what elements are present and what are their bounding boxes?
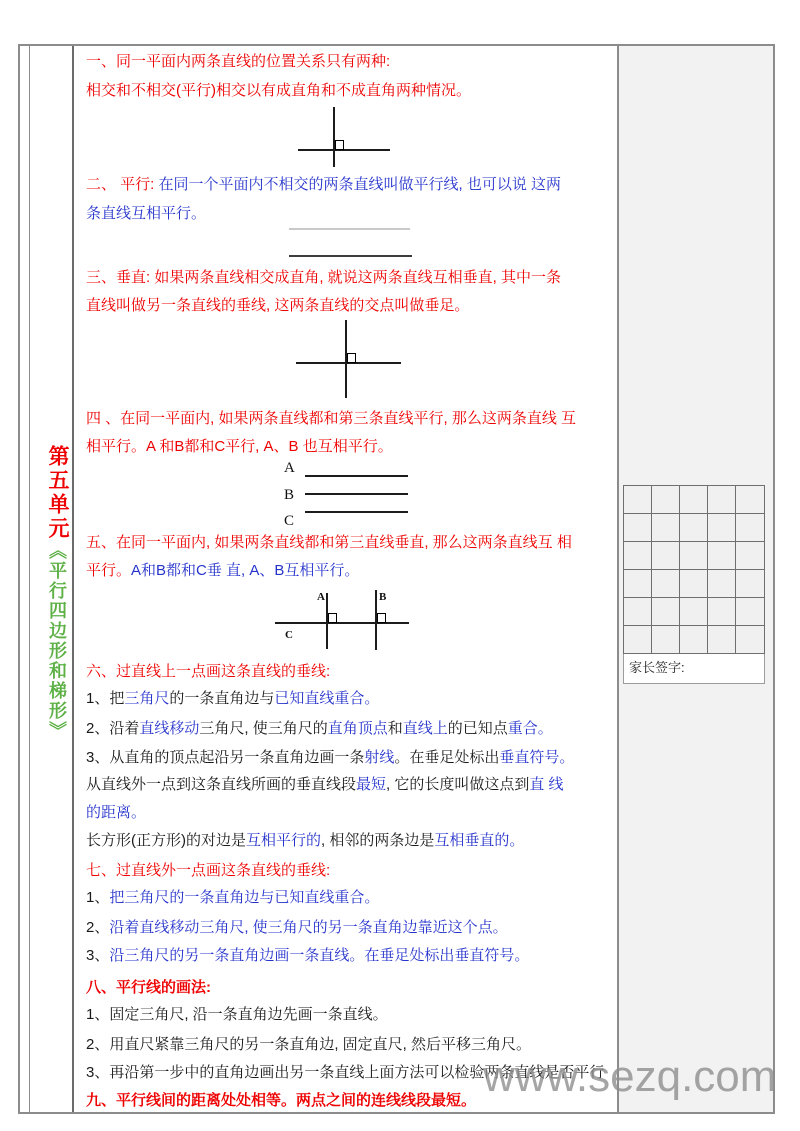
parallel-line-top [289, 228, 410, 230]
section-7-step-3: 3、沿三角尺的另一条直角边画一条直线。在垂足处标出垂直符号。 [86, 947, 530, 964]
section-8-step-2: 2、用直尺紧靠三角尺的另一条直角边, 固定直尺, 然后平移三角尺。 [86, 1036, 532, 1053]
notes-table [18, 44, 775, 1114]
two-perpendiculars-diagram [273, 585, 413, 657]
grid-cell [680, 542, 708, 570]
line-label-a: A [284, 460, 295, 476]
line-c [305, 511, 408, 513]
grid-cell [680, 570, 708, 598]
line-label-a: A [317, 591, 325, 603]
grid-cell [680, 626, 708, 654]
grid-cell [624, 486, 652, 514]
line-label-c: C [284, 513, 295, 529]
section-8-step-3: 3、再沿第一步中的直角边画出另一条直线上面方法可以检验两条直线是否平行 [86, 1064, 605, 1081]
grid-cell [680, 598, 708, 626]
line-a [305, 475, 408, 477]
section-3-line2: 直线叫做另一条直线的垂线, 这两条直线的交点叫做垂足。 [86, 297, 470, 314]
grid-cell [736, 542, 764, 570]
section-4-line2: 相平行。A 和B都和C平行, A、B 也互相平行。 [86, 438, 393, 455]
grid-cell [624, 598, 652, 626]
grid-cell [624, 570, 652, 598]
section-7-heading: 七、过直线外一点画这条直线的垂线: [86, 862, 331, 879]
grid-cell [652, 514, 680, 542]
unit-title-column [29, 445, 72, 741]
unit-title: 第五单元 [46, 445, 69, 541]
section-6-step-2: 2、沿着直线移动三角尺, 使三角尺的直角顶点和直线上的已知点重合。 [86, 720, 553, 737]
parallel-line-bottom [289, 255, 412, 257]
section-5-line2: 平行。A和B都和C垂 直, A、B互相平行。 [86, 562, 360, 579]
grid-cell [624, 542, 652, 570]
rectangle-note: 长方形(正方形)的对边是互相平行的, 相邻的两条边是互相垂直的。 [86, 832, 525, 849]
main-content [74, 46, 617, 1112]
distance-note-line1: 从直线外一点到这条直线所画的垂直线段最短, 它的长度叫做这点到直 线 [86, 776, 564, 793]
grid-cell [736, 626, 764, 654]
parent-signature-label: 家长签字: [623, 654, 765, 684]
line-label-b: B [284, 487, 295, 503]
grid-cell [736, 486, 764, 514]
grid-cell [708, 626, 736, 654]
grid-cell [708, 514, 736, 542]
grid-cell [652, 598, 680, 626]
grid-cell [624, 514, 652, 542]
section-6-heading: 六、过直线上一点画这条直线的垂线: [86, 663, 331, 680]
grid-cell [624, 626, 652, 654]
grid-cell [736, 514, 764, 542]
right-angle-mark [335, 140, 344, 150]
grid-cell [680, 486, 708, 514]
section-6-step-1: 1、把三角尺的一条直角边与已知直线重合。 [86, 690, 380, 707]
intersect-right-angle-diagram [288, 103, 398, 173]
vertical-line [333, 107, 335, 167]
grid-cell [736, 598, 764, 626]
grid-cell [652, 542, 680, 570]
section-8-heading: 八、平行线的画法: [86, 979, 211, 996]
grid-cell [708, 486, 736, 514]
section-1-heading: 一、同一平面内两条直线的位置关系只有两种: [86, 53, 391, 70]
line-b [305, 493, 408, 495]
section-9-heading: 九、平行线间的距离处处相等。两点之间的连线线段最短。 [86, 1092, 477, 1109]
grid-cell [736, 570, 764, 598]
section-1-body: 相交和不相交(平行)相交以有成直角和不成直角两种情况。 [86, 82, 471, 99]
grid-cell [708, 542, 736, 570]
watermark: www.sezq.com [483, 1052, 777, 1101]
three-parallel-lines-diagram [278, 458, 410, 536]
grid-cell [652, 570, 680, 598]
right-angle-mark [377, 613, 386, 623]
right-angle-mark [347, 353, 356, 363]
grid-cell [708, 570, 736, 598]
grid-cell [708, 598, 736, 626]
horizontal-line [298, 149, 390, 151]
line-label-b: B [379, 591, 387, 603]
section-4-line1: 四 、在同一平面内, 如果两条直线都和第三条直线平行, 那么这两条直线 互 [86, 410, 577, 427]
section-2-line1: 二、 平行: 在同一个平面内不相交的两条直线叫做平行线, 也可以说 这两 [86, 176, 562, 193]
unit-subtitle: 《平行四边形和梯形》 [47, 541, 67, 741]
section-8-step-1: 1、固定三角尺, 沿一条直角边先画一条直线。 [86, 1006, 388, 1023]
right-panel [619, 46, 773, 1112]
grid-cell [652, 626, 680, 654]
grid-cell [680, 514, 708, 542]
right-angle-mark [328, 613, 337, 623]
signature-grid [623, 485, 765, 654]
distance-note-line2: 的距离。 [86, 804, 147, 821]
section-2-line2: 条直线互相平行。 [86, 205, 207, 222]
perpendicular-diagram [288, 316, 406, 404]
line-label-c: C [285, 629, 293, 641]
parallel-lines-diagram [287, 225, 412, 265]
section-3-line1: 三、垂直: 如果两条直线相交成直角, 就说这两条直线互相垂直, 其中一条 [86, 269, 562, 286]
grid-cell [652, 486, 680, 514]
section-7-step-1: 1、把三角尺的一条直角边与已知直线重合。 [86, 889, 380, 906]
section-7-step-2: 2、沿着直线移动三角尺, 使三角尺的另一条直角边靠近这个点。 [86, 919, 508, 936]
section-5-line1: 五、在同一平面内, 如果两条直线都和第三直线垂直, 那么这两条直线互 相 [86, 534, 572, 551]
column-divider [617, 46, 619, 1112]
horizontal-line-c [275, 622, 409, 624]
section-6-step-3: 3、从直角的顶点起沿另一条直角边画一条射线。在垂足处标出垂直符号。 [86, 749, 575, 766]
